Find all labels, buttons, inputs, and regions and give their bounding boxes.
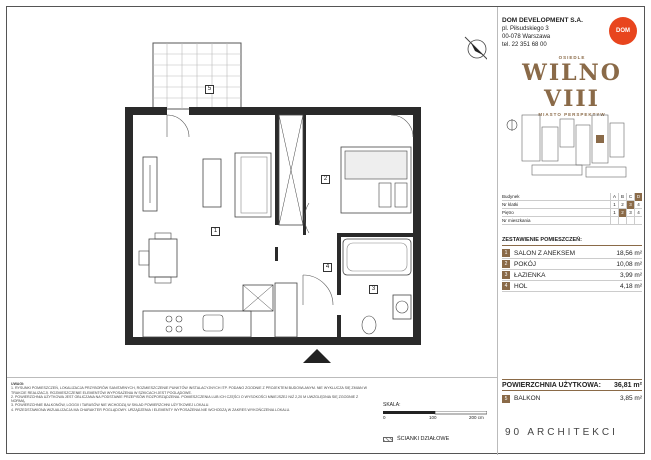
spec-cell: 2 <box>618 201 626 209</box>
room-number: 4 <box>502 282 510 290</box>
site-keyplan <box>502 105 642 191</box>
spec-label: Nr mieszkania <box>502 218 531 223</box>
room-area: 18,56 m² <box>616 249 642 257</box>
room-name: HOL <box>514 282 528 290</box>
brand-subtitle: MIASTO PERSPEKTYW <box>538 112 606 117</box>
room-row <box>502 281 642 292</box>
spec-label: Piętro <box>502 210 514 215</box>
spec-label: Nr klatki <box>502 202 519 207</box>
dom-logo-icon: DOM <box>609 17 637 45</box>
brand-osiedle: OSIEDLE <box>558 55 586 60</box>
floor-plan-sheet <box>6 6 645 454</box>
scale-bar <box>383 402 493 421</box>
rooms-list <box>502 248 642 292</box>
spec-label: Budynek <box>502 194 520 199</box>
spec-cell-selected: 3 <box>626 201 634 209</box>
room-row <box>502 259 642 270</box>
spec-cell: 1 <box>610 209 618 217</box>
room-number: 1 <box>502 249 510 257</box>
room-row <box>502 270 642 281</box>
room-area: 3,99 m² <box>619 271 642 279</box>
scale-label: SKALA: <box>383 402 401 408</box>
room-number: 2 <box>502 260 510 268</box>
spec-cell: 1 <box>610 201 618 209</box>
spec-cell: 3 <box>626 209 634 217</box>
room-row <box>502 248 642 259</box>
scale-graphic <box>383 411 493 421</box>
room-area: 4,18 m² <box>619 282 642 290</box>
spec-cell-selected: 2 <box>618 209 626 217</box>
company-info <box>502 17 583 49</box>
note-4: 4. PRZEDSTAWIONA WIZUALIZACJA MA CHARAKTER POGLĄDOWY. URZĄDZENIA I ELEMENTY WYPOSAŻENIA NIE WCHODZĄ W ZAKRES WYKOŃCZENIA LOKALU. <box>11 407 291 412</box>
spec-table <box>502 193 642 225</box>
room-tag-hall: 4 <box>323 263 332 272</box>
room-tag-bedroom: 2 <box>321 175 330 184</box>
scale-tick-0: 0 <box>383 415 386 420</box>
notes-title: UWAGI: <box>11 382 25 386</box>
spec-cell <box>634 217 642 225</box>
walls-legend-label: ŚCIANKI DZIAŁOWE <box>397 436 450 442</box>
balcony-name: BALKON <box>514 395 541 402</box>
company-name: DOM DEVELOPMENT S.A. <box>502 17 583 24</box>
spec-cell: B <box>618 193 626 201</box>
spec-cell: 4 <box>634 201 642 209</box>
balcony-number: 5 <box>502 395 510 403</box>
company-street: pl. Piłsudskiego 3 <box>502 26 549 32</box>
brand-title: WILNO VIII <box>522 60 622 112</box>
spec-cell-selected: D <box>634 193 642 201</box>
spec-cell <box>610 217 618 225</box>
room-name: POKÓJ <box>514 260 537 268</box>
hatch-swatch-icon <box>383 437 393 442</box>
spec-cell: 4 <box>634 209 642 217</box>
note-1: 1. RYSUNKI POMIESZCZEŃ, LOKALIZACJA PRZYBORÓW SANITARNYCH, ROZMIESZCZENIE PUNKTÓW INSTALACYJNYCH ITP. PODANO ZGODNIE Z PROJEKTEM BUDOWLANYM. NIE WYKLUCZA SIĘ ZMIAN W TRAKCIE REALIZACJI. ROZMIESZCZENIE ELEMENTÓW WYPOSAŻENIA W SZKICACH JEST POGLĄDOWE. <box>11 386 367 395</box>
company-phone: tel. 22 351 68 00 <box>502 42 547 48</box>
total-area <box>502 379 642 391</box>
room-tag-living: 1 <box>211 227 220 236</box>
room-area: 10,08 m² <box>616 260 642 268</box>
scale-tick-200: 200 cm <box>469 415 484 420</box>
spec-row-apartment <box>502 217 642 225</box>
company-city: 00-078 Warszawa <box>502 34 551 40</box>
notes-block <box>11 382 371 412</box>
walls-legend <box>383 436 449 442</box>
room-tag-bathroom: 3 <box>369 285 378 294</box>
room-name: SALON Z ANEKSEM <box>514 249 576 257</box>
floor-plan-drawing <box>7 7 487 375</box>
note-3: 3. POWIERZCHNIE BALKONÓW, LOGGII I TARASÓW NIE WCHODZĄ W SKŁAD POWIERZCHNI UŻYTKOWEJ LOKALU. <box>11 403 210 408</box>
rooms-title: ZESTAWIENIE POMIESZCZEŃ: <box>502 237 642 246</box>
total-area-label: POWIERZCHNIA UŻYTKOWA: <box>502 381 601 389</box>
total-area-value: 36,81 m² <box>613 381 642 389</box>
room-name: ŁAZIENKA <box>514 271 546 279</box>
architects-credit: 90 ARCHITEKCI <box>505 427 618 438</box>
spec-cell: C <box>626 193 634 201</box>
spec-cell: A <box>610 193 618 201</box>
balcony-row <box>502 393 642 404</box>
room-number: 3 <box>502 271 510 279</box>
info-panel <box>497 7 645 455</box>
scale-tick-100: 100 <box>429 415 437 420</box>
note-2: 2. POWIERZCHNIA UŻYTKOWA JEST OBLICZANA NA PODSTAWIE PRZEPISÓW ROZPORZĄDZENIA. POMIESZCZENIA LUB ICH CZĘŚCI O WYSOKOŚCI MNIEJSZEJ NIŻ 2,20 M UWZGLĘDNIA SIĘ ZGODNIE Z NORMĄ. <box>11 394 359 404</box>
room-tag-balcony: 5 <box>205 85 214 94</box>
spec-cell <box>626 217 634 225</box>
spec-cell <box>618 217 626 225</box>
notes-section <box>7 377 497 455</box>
balcony-area: 3,85 m² <box>619 395 642 402</box>
